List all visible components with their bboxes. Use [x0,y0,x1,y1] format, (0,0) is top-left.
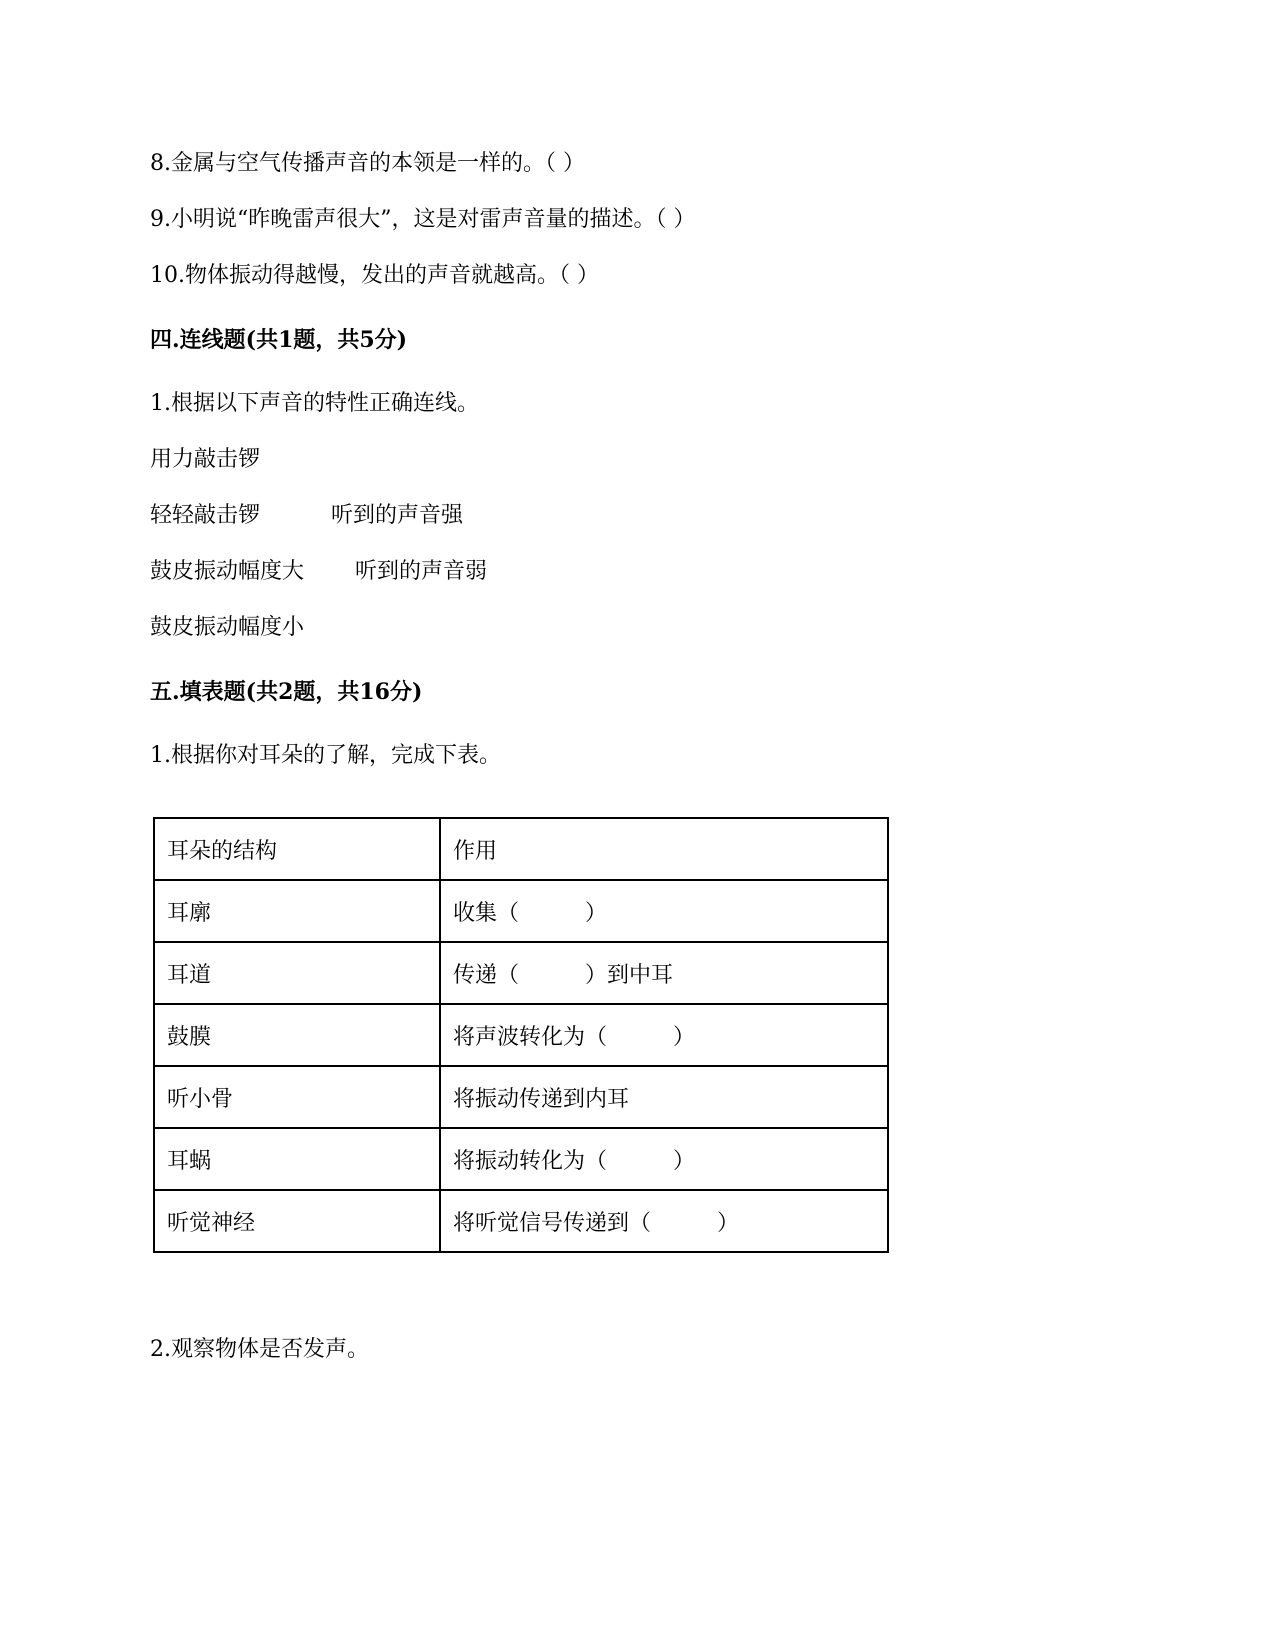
judgement-item-9: 9.小明说“昨晚雷声很大”，这是对雷声音量的描述。（ ） [150,207,696,232]
match-right-item-2: 听到的声音弱 [355,559,488,584]
table-row [154,942,888,1004]
table-cell: 将振动传递到内耳 [440,1066,888,1128]
table-cell: 耳道 [154,942,440,1004]
table-cell: 将声波转化为（ ） [440,1004,888,1066]
match-left-item-3: 鼓皮振动幅度大 [150,559,305,584]
match-left-item-4: 鼓皮振动幅度小 [150,615,305,640]
ear-structure-table [153,817,889,1253]
table-question: 1.根据你对耳朵的了解，完成下表。 [150,743,501,768]
table-row [154,1066,888,1128]
section-5-heading: 五.填表题(共2题，共16分) [150,679,423,705]
table-header-cell: 作用 [440,818,888,880]
table-cell: 听觉神经 [154,1190,440,1252]
observation-question: 2.观察物体是否发声。 [150,1337,369,1362]
judgement-item-8: 8.金属与空气传播声音的本领是一样的。（ ） [150,151,585,176]
table-cell: 将听觉信号传递到（ ） [440,1190,888,1252]
table-cell: 收集（ ） [440,880,888,942]
section-4-heading: 四.连线题(共1题，共5分) [150,327,408,353]
table-row [154,1190,888,1252]
match-right-item-1: 听到的声音强 [331,503,464,528]
table-row [154,1004,888,1066]
table-cell: 传递（ ）到中耳 [440,942,888,1004]
table-cell: 耳廓 [154,880,440,942]
matching-question: 1.根据以下声音的特性正确连线。 [150,391,479,416]
table-cell: 耳蜗 [154,1128,440,1190]
table-cell: 鼓膜 [154,1004,440,1066]
match-left-item-1: 用力敲击锣 [150,447,261,472]
table-cell: 听小骨 [154,1066,440,1128]
table-header-row [154,818,888,880]
table-row [154,880,888,942]
table-header-cell: 耳朵的结构 [154,818,440,880]
table-cell: 将振动转化为（ ） [440,1128,888,1190]
judgement-item-10: 10.物体振动得越慢，发出的声音就越高。（ ） [150,263,599,288]
match-left-item-2: 轻轻敲击锣 [150,503,261,528]
table-row [154,1128,888,1190]
